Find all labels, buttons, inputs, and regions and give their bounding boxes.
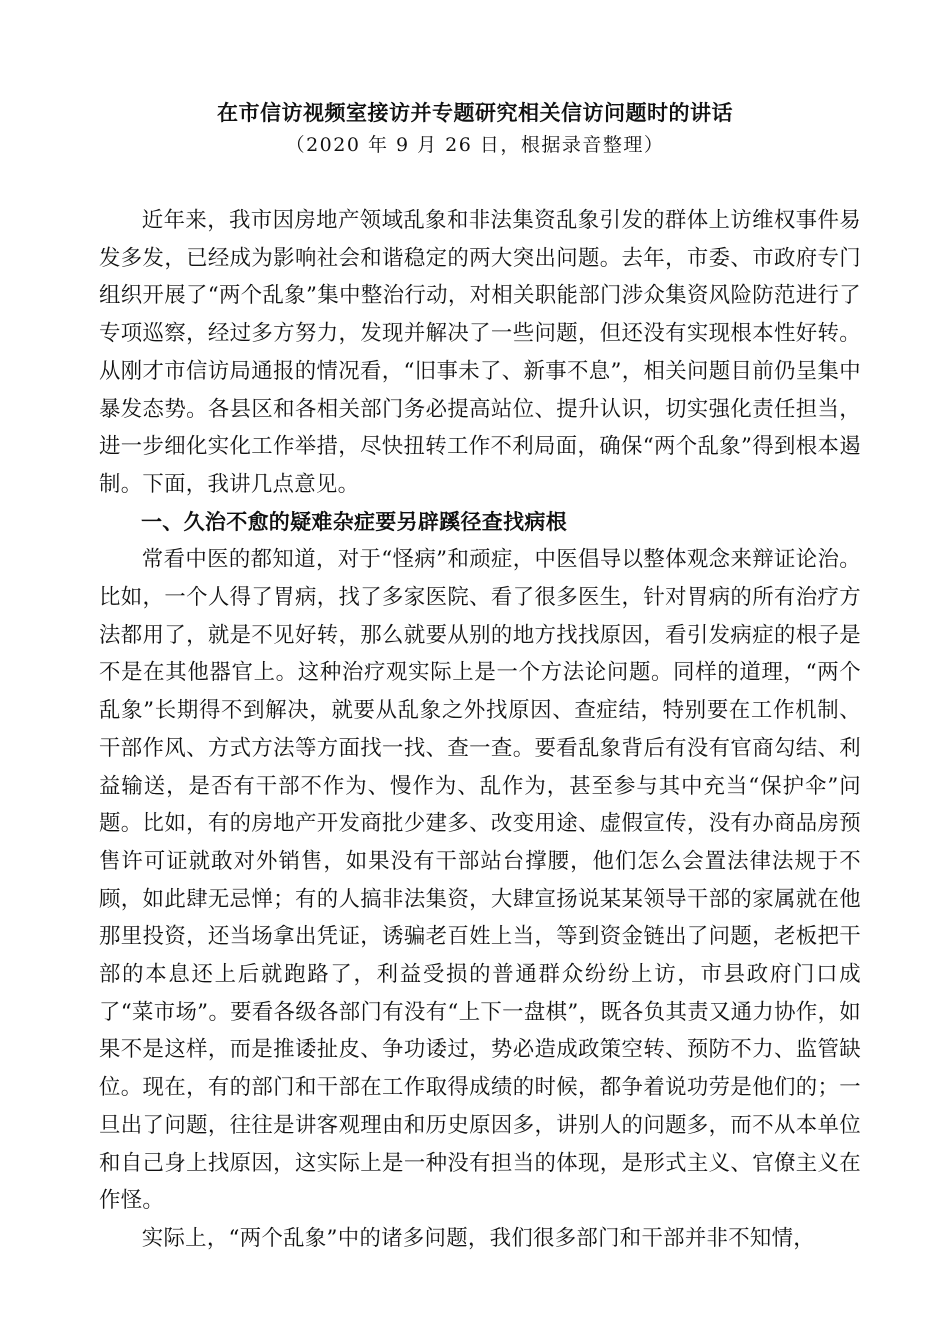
section-heading: 一、久治不愈的疑难杂症要另辟蹊径查找病根 bbox=[141, 509, 567, 534]
document-title: 在市信访视频室接访并专题研究相关信访问题时的讲话 bbox=[217, 101, 733, 125]
intro-paragraph: 近年来，我市因房地产领域乱象和非法集资乱象引发的群体上访维权事件易发多发，已经成为影响社会和谐稳定的两大突出问题。去年，市委、市政府专门组织开展了“两个乱象”集中整治行动，对相关职能部门涉众集资风险防范进行了专项巡察，经过多方努力，发现并解决了一些问题，但还没有实现根本性好转。从刚才市信访局通报的情况看，“旧事未了、新事不息”，相关问题目前仍呈集中暴发态势。各县区和各相关部门务必提高站位、提升认识，切实强化责任担当，进一步细化实化工作举措，尽快扭转工作不利局面，确保“两个乱象”得到根本遏制。下面，我讲几点意见。 bbox=[99, 208, 861, 497]
section-paragraph: 常看中医的都知道，对于“怪病”和顽症，中医倡导以整体观念来辩证论治。比如，一个人得了胃病，找了多家医院、看了很多医生，针对胃病的所有治疗方法都用了，就是不见好转，那么就要从别的地方找找原因，看引发病症的根子是不是在其他器官上。这种治疗观实际上是一个方法论问题。同样的道理，“两个乱象”长期得不到解决，就要从乱象之外找原因、查症结，特别要在工作机制、干部作风、方式方法等方面找一找、查一查。要看乱象背后有没有官商勾结、利益输送，是否有干部不作为、慢作为、乱作为，甚至参与其中充当“保护伞”问题。比如，有的房地产开发商批少建多、改变用途、虚假宣传，没有办商品房预售许可证就敢对外销售，如果没有干部站台撑腰，他们怎么会置法律法规于不顾，如此肆无忌惮；有的人搞非法集资，大肆宣扬说某某领导干部的家属就在他那里投资，还当场拿出凭证，诱骗老百姓上当，等到资金链出了问题，老板把干部的本息还上后就跑路了，利益受损的普通群众纷纷上访，市县政府门口成了“菜市场”。要看各级各部门有没有“上下一盘棋”，既各负其责又通力协作，如果不是这样，而是推诿扯皮、争功诿过，势必造成政策空转、预防不力、监管缺位。现在，有的部门和干部在工作取得成绩的时候，都争着说功劳是他们的；一旦出了问题，往往是讲客观理由和历史原因多，讲别人的问题多，而不从本单位和自己身上找原因，这实际上是一种没有担当的体现，是形式主义、官僚主义在作怪。 bbox=[99, 547, 861, 1214]
document-body bbox=[99, 202, 861, 1258]
section-paragraph: 实际上，“两个乱象”中的诸多问题，我们很多部门和干部并非不知情， bbox=[141, 1225, 815, 1251]
document-subtitle: （2020 年 9 月 26 日，根据录音整理） bbox=[285, 134, 665, 156]
